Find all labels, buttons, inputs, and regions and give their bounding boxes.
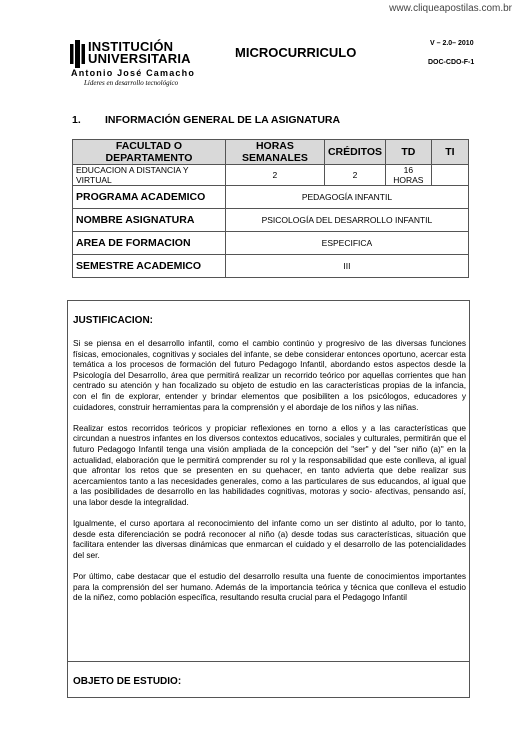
justification-paragraph: Igualmente, el curso aportara al reconocimiento del infante como un ser distinto al adulto, por lo tanto, desde esta diferenciación se podrá reconocer al niño (a) desde todas sus características, situación que facilitara entender las diversas dinámicas que enmarcan el cuidado y el desarrollo de las potencialidades del ser. bbox=[73, 518, 466, 560]
table-header-cell: FACULTAD O DEPARTAMENTO bbox=[73, 140, 226, 165]
institution-logo bbox=[70, 40, 205, 90]
row-label: PROGRAMA ACADEMICO bbox=[73, 186, 226, 209]
credits-cell: 2 bbox=[324, 165, 385, 186]
justification-paragraph: Si se piensa en el desarrollo infantil, como el cambio continúo y progresivo de las diversas funciones físicas, emocionales, cognitivas y sociales del infante, se debe considerar entonces oportuno, acercar esta temática a los procesos de formación del futuro Pedagogo Infantil, abordando estos aspectos desde la Psicología del Desarrollo, área que permitirá realizar un recorrido teórico por aquellas corrientes que han centrado su atención y han focalizado su objeto de estudio en las características propias de la infancia, con el fin de explorar, entender y brindar elementos que posibiliten a los psicólogos, educadores y cuidadores, construir herramientas para la comprensión y el abordaje de los niños y las niñas. bbox=[73, 338, 466, 412]
document-title: MICROCURRICULO bbox=[235, 45, 357, 60]
row-value: ESPECIFICA bbox=[225, 232, 468, 255]
weekly-hours-cell: 2 bbox=[225, 165, 324, 186]
objeto-title: OBJETO DE ESTUDIO: bbox=[73, 676, 182, 687]
table-header-cell: CRÉDITOS bbox=[324, 140, 385, 165]
faculty-cell: EDUCACION A DISTANCIA Y VIRTUAL bbox=[73, 165, 226, 186]
table-row bbox=[73, 232, 469, 255]
row-label: NOMBRE ASIGNATURA bbox=[73, 209, 226, 232]
objeto-section bbox=[67, 662, 470, 698]
table-row bbox=[73, 255, 469, 278]
row-label: AREA DE FORMACION bbox=[73, 232, 226, 255]
row-value: PEDAGOGÍA INFANTIL bbox=[225, 186, 468, 209]
document-version: V – 2.0– 2010 bbox=[430, 40, 474, 47]
logo-institution-text: INSTITUCIÓN bbox=[88, 39, 174, 54]
logo-name-text: Antonio José Camacho bbox=[71, 68, 196, 78]
table-row bbox=[73, 209, 469, 232]
document-code: DOC-CDO-F-1 bbox=[428, 59, 475, 66]
watermark-url: www.cliqueapostilas.com.br bbox=[389, 3, 512, 14]
table-header-cell: TD bbox=[386, 140, 432, 165]
section-heading bbox=[72, 114, 340, 126]
logo-university-text: UNIVERSITARIA bbox=[88, 51, 191, 66]
row-value: PSICOLOGÍA DEL DESARROLLO INFANTIL bbox=[225, 209, 468, 232]
table-header-cell: HORAS SEMANALES bbox=[225, 140, 324, 165]
course-info-table bbox=[72, 139, 469, 278]
table-row bbox=[73, 165, 469, 186]
justification-paragraph: Por último, cabe destacar que el estudio del desarrollo resulta una fuente de conocimientos importantes para la comprensión del ser humano. Además de la importancia teórica y técnica que conlleva el estudio de la niñez, como población específica, resultando resulta crucial para el Pedagogo Infantil bbox=[73, 571, 466, 603]
row-label: SEMESTRE ACADEMICO bbox=[73, 255, 226, 278]
logo-tagline: Líderes en desarrollo tecnológico bbox=[84, 79, 179, 87]
row-value: III bbox=[225, 255, 468, 278]
table-row bbox=[73, 186, 469, 209]
justification-section bbox=[67, 300, 470, 662]
table-header-row bbox=[73, 140, 469, 165]
ti-cell bbox=[431, 165, 468, 186]
section-number: 1. bbox=[72, 114, 81, 126]
university-logo-icon bbox=[70, 40, 85, 68]
justification-title: JUSTIFICACION: bbox=[73, 315, 153, 326]
justification-paragraph: Realizar estos recorridos teóricos y propiciar reflexiones en torno a ellos y a las características que circundan a nuestros infantes en los diversos contextos educativos, sociales y culturales, permitirán que el futuro Pedagogo Infantil tenga una visión ampliada de la concepción del "ser" y del "ser niño (a)" en la actualidad, elaboración que le permitirá comprender su rol y la responsabilidad que este conlleva, al igual que afrontar los retos que se presenten en su quehacer, en tanto advierta que debe realizar sus acercamientos tanto a las necesidades generales, como a las particulares de sus educandos, al igual que a las posibilidades de desarrollo en las habilidades cognitivas, motoras y socio- afectivas, pensando así, una labor desde la integralidad. bbox=[73, 422, 466, 507]
td-cell: 16 HORAS bbox=[386, 165, 432, 186]
table-header-cell: TI bbox=[431, 140, 468, 165]
justification-body bbox=[73, 338, 466, 613]
section-title: INFORMACIÓN GENERAL DE LA ASIGNATURA bbox=[105, 114, 341, 126]
